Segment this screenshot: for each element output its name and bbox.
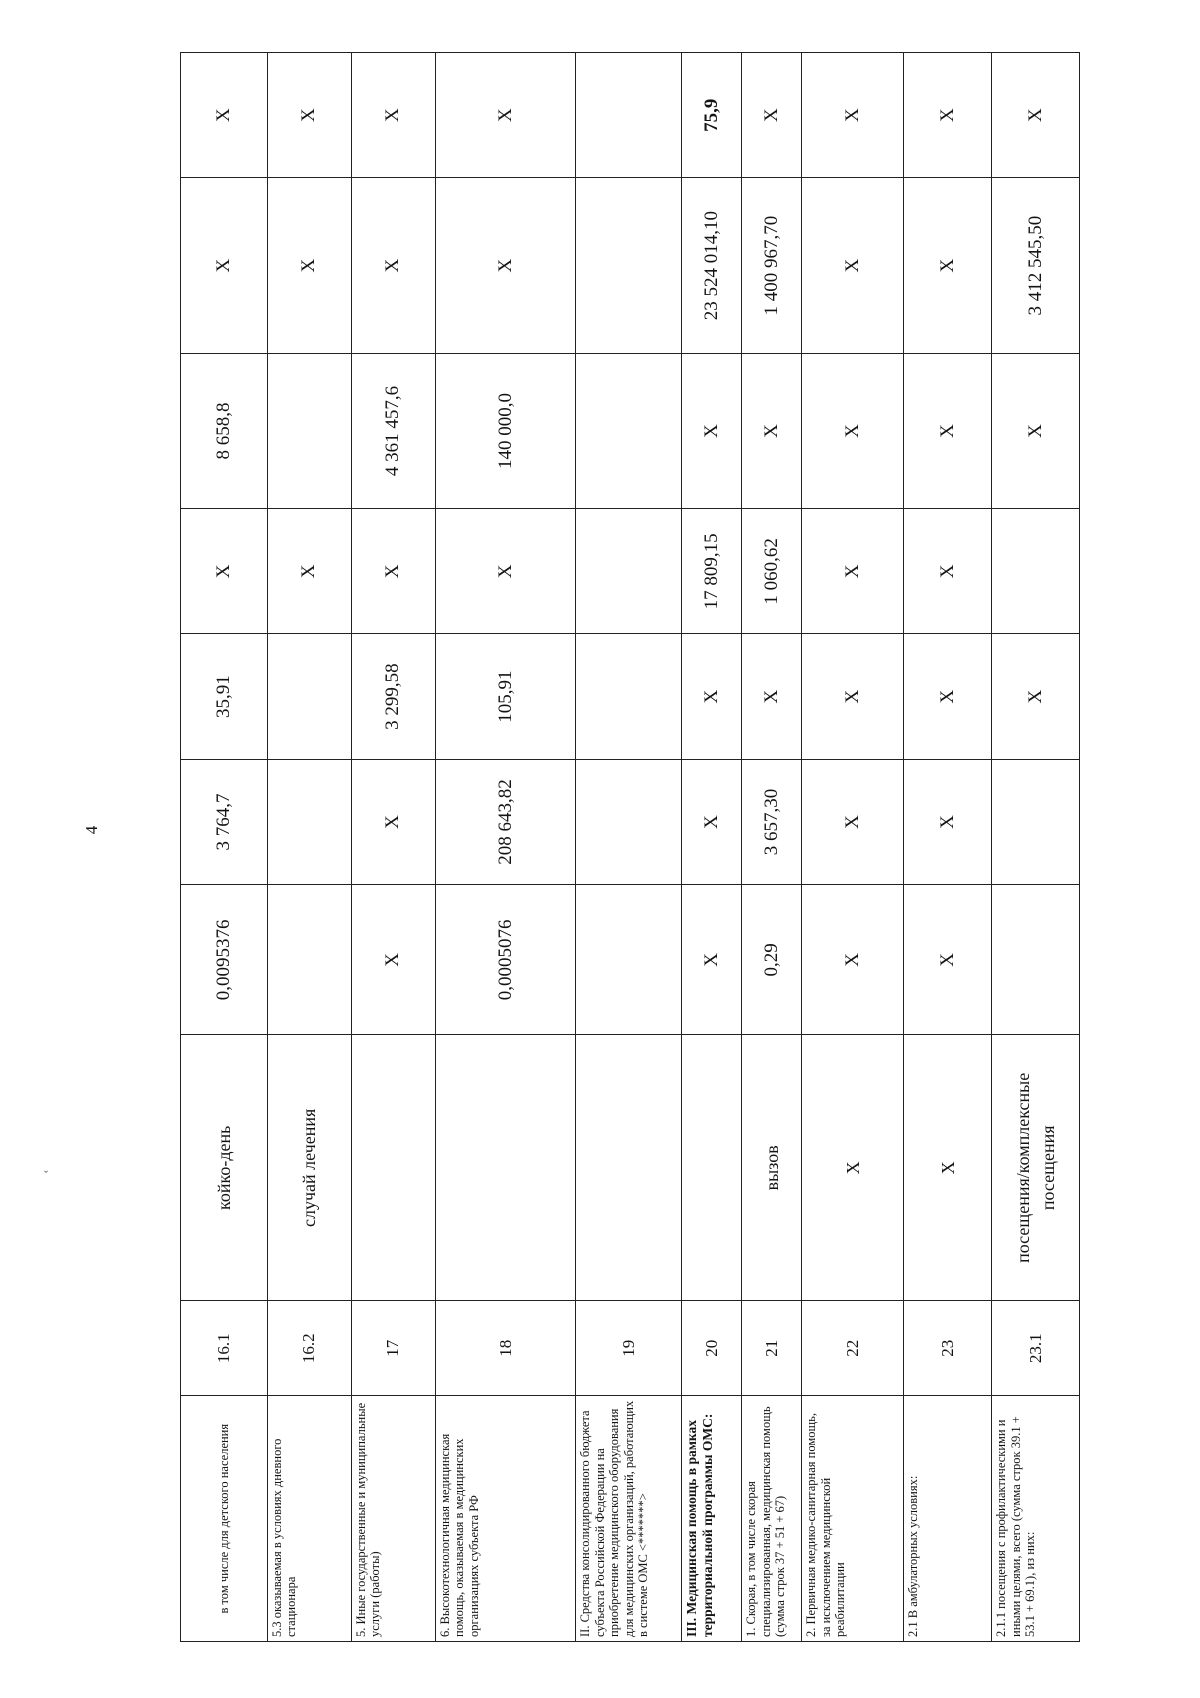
value-cell: X: [742, 353, 802, 508]
row-number: 19: [576, 1301, 682, 1396]
value-cell: X: [742, 634, 802, 759]
value-cell: 4 361 457,6: [351, 353, 435, 508]
row-label: 2. Первичная медико-санитарная помощь, за исключением медицинской реабилитации: [802, 1396, 904, 1642]
value-cell: 0,0005076: [435, 885, 576, 1035]
row-number: 23: [904, 1301, 992, 1396]
row-number: 23.1: [992, 1301, 1080, 1396]
unit-cell: случай лечения: [267, 1035, 351, 1301]
row-number: 16.2: [267, 1301, 351, 1396]
row-label: 2.1 В амбулаторных условиях:: [904, 1396, 992, 1642]
value-cell: [267, 353, 351, 508]
value-cell: X: [351, 509, 435, 634]
row-label: 5.3 оказываемая в условиях дневного стационара: [267, 1396, 351, 1642]
value-cell: [267, 759, 351, 884]
value-cell: X: [904, 759, 992, 884]
unit-cell: койко-день: [181, 1035, 268, 1301]
value-cell: X: [267, 53, 351, 178]
value-cell: X: [267, 178, 351, 353]
value-cell: [992, 509, 1080, 634]
value-cell: [576, 759, 682, 884]
row-label: 1. Скорая, в том числе скорая специализированная, медицинская помощь (сумма строк 37 + 51 + 67): [742, 1396, 802, 1642]
value-cell: X: [904, 634, 992, 759]
value-cell: 3 657,30: [742, 759, 802, 884]
value-cell: 105,91: [435, 634, 576, 759]
value-cell: X: [682, 759, 742, 884]
table-row: [742, 53, 802, 1642]
value-cell: 75,9: [682, 53, 742, 178]
value-cell: [267, 634, 351, 759]
row-label: 6. Высокотехнологичная медицинская помощь, оказываемая в медицинских организациях субъекта РФ: [435, 1396, 576, 1642]
value-cell: [576, 509, 682, 634]
value-cell: X: [435, 178, 576, 353]
financing-table: [180, 52, 1080, 1642]
unit-cell: вызов: [742, 1035, 802, 1301]
value-cell: X: [802, 885, 904, 1035]
value-cell: [576, 353, 682, 508]
table-row: [435, 53, 576, 1642]
value-cell: 1 060,62: [742, 509, 802, 634]
value-cell: X: [802, 178, 904, 353]
value-cell: X: [682, 634, 742, 759]
value-cell: X: [904, 885, 992, 1035]
unit-cell: X: [802, 1035, 904, 1301]
page-number: 4: [82, 825, 101, 835]
value-cell: 23 524 014,10: [682, 178, 742, 353]
unit-cell: посещения/комплексные посещения: [992, 1035, 1080, 1301]
table-row: [682, 53, 742, 1642]
table-row: [802, 53, 904, 1642]
table-row: [992, 53, 1080, 1642]
value-cell: 0,0095376: [181, 885, 268, 1035]
value-cell: X: [351, 759, 435, 884]
value-cell: 3 299,58: [351, 634, 435, 759]
unit-cell: [576, 1035, 682, 1301]
value-cell: 0,29: [742, 885, 802, 1035]
row-number: 17: [351, 1301, 435, 1396]
value-cell: X: [435, 53, 576, 178]
row-number: 22: [802, 1301, 904, 1396]
value-cell: X: [181, 509, 268, 634]
value-cell: 3 412 545,50: [992, 178, 1080, 353]
table-row: [267, 53, 351, 1642]
value-cell: X: [904, 353, 992, 508]
value-cell: 8 658,8: [181, 353, 268, 508]
value-cell: X: [435, 509, 576, 634]
value-cell: [576, 634, 682, 759]
value-cell: X: [742, 53, 802, 178]
value-cell: 17 809,15: [682, 509, 742, 634]
row-number: 20: [682, 1301, 742, 1396]
value-cell: [576, 53, 682, 178]
row-label: III. Медицинская помощь в рамках территориальной программы ОМС:: [682, 1396, 742, 1642]
unit-cell: [351, 1035, 435, 1301]
value-cell: X: [802, 634, 904, 759]
value-cell: 1 400 967,70: [742, 178, 802, 353]
unit-cell: [435, 1035, 576, 1301]
value-cell: X: [802, 353, 904, 508]
value-cell: X: [351, 178, 435, 353]
row-number: 18: [435, 1301, 576, 1396]
value-cell: X: [181, 178, 268, 353]
value-cell: X: [802, 509, 904, 634]
financing-table-wrapper: [180, 52, 1080, 1642]
row-label: в том числе для детского населения: [181, 1396, 268, 1642]
row-label: 5. Иные государственные и муниципальные услуги (работы): [351, 1396, 435, 1642]
value-cell: X: [351, 53, 435, 178]
value-cell: X: [904, 509, 992, 634]
value-cell: X: [904, 178, 992, 353]
value-cell: X: [992, 353, 1080, 508]
value-cell: X: [351, 885, 435, 1035]
value-cell: [267, 885, 351, 1035]
table-row: [181, 53, 268, 1642]
unit-cell: X: [904, 1035, 992, 1301]
value-cell: 35,91: [181, 634, 268, 759]
value-cell: X: [682, 353, 742, 508]
row-label: 2.1.1 посещения с профилактическими и иными целями, всего (сумма строк 39.1 + 53.1 + 69.1), из них:: [992, 1396, 1080, 1642]
table-row: [904, 53, 992, 1642]
value-cell: [576, 178, 682, 353]
row-number: 16.1: [181, 1301, 268, 1396]
value-cell: 3 764,7: [181, 759, 268, 884]
row-label: II. Средства консолидированного бюджета субъекта Российской Федерации на приобретение медицинского оборудования для медицинских организаций, работающих в системе ОМС <*******>: [576, 1396, 682, 1642]
value-cell: X: [181, 53, 268, 178]
table-row: [351, 53, 435, 1642]
value-cell: X: [992, 634, 1080, 759]
value-cell: 208 643,82: [435, 759, 576, 884]
value-cell: [992, 759, 1080, 884]
row-number: 21: [742, 1301, 802, 1396]
value-cell: X: [802, 759, 904, 884]
value-cell: [576, 885, 682, 1035]
value-cell: 140 000,0: [435, 353, 576, 508]
unit-cell: [682, 1035, 742, 1301]
table-row: [576, 53, 682, 1642]
value-cell: X: [904, 53, 992, 178]
value-cell: X: [802, 53, 904, 178]
value-cell: X: [992, 53, 1080, 178]
value-cell: [992, 885, 1080, 1035]
scan-speck: ˇ: [44, 1168, 48, 1182]
value-cell: X: [267, 509, 351, 634]
value-cell: X: [682, 885, 742, 1035]
